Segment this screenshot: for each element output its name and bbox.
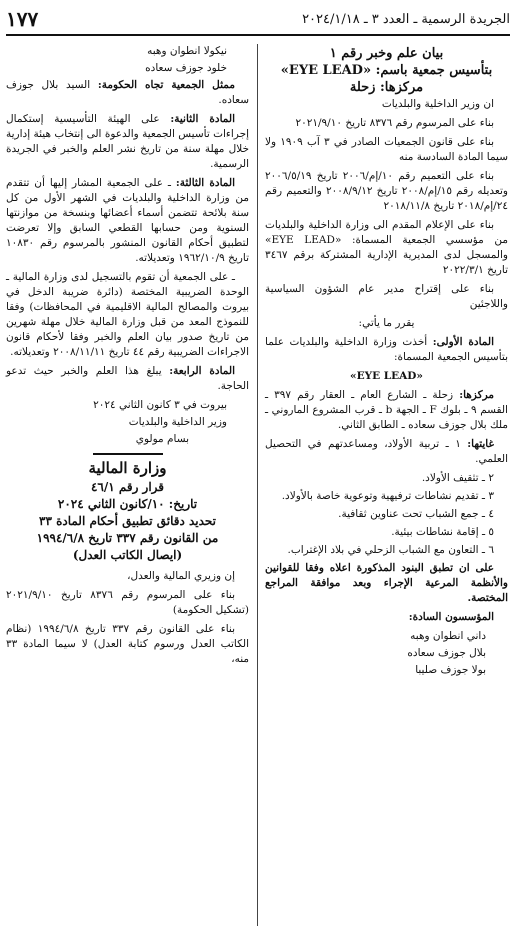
place-date: بيروت في ٣ كانون الثاني ٢٠٢٤ bbox=[93, 399, 227, 411]
founder-name: داني انطوان وهبه bbox=[410, 630, 486, 642]
minister-title: وزير الداخلية والبلديات bbox=[128, 416, 227, 428]
paragraph: ان وزير الداخلية والبلديات bbox=[381, 98, 494, 110]
article-text: على الهيئة التأسيسية إستكمال إجراءات تأسيس الجمعية والدعوة الى إنتخاب هيئة إدارية خلال مهلة سنة من تاريخ نشر العلم والخبر في الجريدة الرسمية. bbox=[6, 113, 249, 170]
article-label: المادة الثالثة: bbox=[175, 177, 235, 189]
founders-list bbox=[265, 629, 508, 678]
representative bbox=[6, 78, 249, 108]
paragraph: بناء على قانون الجمعيات الصادر في ٣ آب ١٩٠٩ ولا سيما المادة السادسة منه bbox=[265, 136, 508, 163]
article-2 bbox=[6, 112, 249, 172]
founder-name: خلود جوزف سعاده bbox=[145, 62, 227, 74]
decision-date: تاريخ: ١٠/كانون الثاني ٢٠٢٤ bbox=[57, 497, 198, 511]
left-column bbox=[6, 44, 249, 671]
goal-item: ١ ـ تربية الأولاد، ومساعدتهم في التحصيل العلمي. bbox=[265, 438, 508, 465]
decision-subject: تحديد دقائق تطبيق أحكام المادة ٣٣ bbox=[39, 514, 216, 528]
goal-item: ٢ ـ تثقيف الأولاد. bbox=[421, 472, 494, 484]
journal-issue: الجريدة الرسمية ـ العدد ٣ ـ ٢٠٢٤/١/١٨ bbox=[302, 11, 510, 27]
right-column bbox=[265, 44, 508, 680]
decision-number: قرار رقم ٤٦/١ bbox=[90, 480, 165, 494]
signature-block bbox=[6, 398, 249, 447]
article-3b: ـ على الجمعية أن تقوم بالتسجيل لدى وزارة المالية ـ الوحدة الضريبية المختصة (دائرة ضريبة الدخل في بيروت والمصالح المالية الاقليمية في المحافظات) وفقا للنموذج المعد من قبل وزارة المالية خلال مهلة شهرين من تاريخ صدور بيان العلم والخبر وفقا لأحكام قانون الاجراءات الضريبية رقم ٤٤ تاريخ ٢٠٠٨/١١/١١ وتعديلاته. bbox=[6, 271, 249, 358]
hq-text: زحلة ـ الشارع العام ـ العقار رقم ٣٩٧ ـ القسم ٩ ـ بلوك F ـ الجهة b ـ قرب المشروع الماروني ـ ملك بلال جوزف سعاده ـ الطابق الثاني. bbox=[265, 389, 508, 431]
section-separator bbox=[93, 453, 163, 455]
article-text: يبلغ هذا العلم والخبر حيث تدعو الحاجة. bbox=[6, 365, 249, 392]
founders-continued bbox=[6, 44, 249, 76]
article-label: المادة الرابعة: bbox=[169, 365, 235, 377]
paragraph: بناء على القانون رقم ٣٣٧ تاريخ ١٩٩٤/٦/٨ (نظام الكاتب العدل ورسوم كتابة العدل) لا سيما المادة ٣٣ منه، bbox=[6, 623, 249, 665]
notice-hq: مركزها: زحلة bbox=[349, 80, 424, 95]
notice-subtitle: بتأسيس جمعية باسم: «EYE LEAD» bbox=[280, 63, 493, 78]
minister-name: بسام مولوي bbox=[135, 433, 189, 445]
column-divider bbox=[257, 44, 258, 926]
decision-subject: من القانون رقم ٣٣٧ تاريخ ١٩٩٤/٦/٨ bbox=[36, 531, 219, 545]
paragraph: بناء على المرسوم رقم ٨٣٧٦ تاريخ ٢٠٢١/٩/١٠ bbox=[295, 117, 494, 129]
notice-title: بيان علم وخبر رقم ١ bbox=[329, 46, 444, 61]
goal-item: ٤ ـ جمع الشباب تحت عناوين ثقافية. bbox=[338, 508, 494, 520]
article-label: المادة الأولى: bbox=[432, 336, 494, 348]
founder-name: بولا جوزف صليبا bbox=[415, 664, 486, 676]
founder-name: نيكولا انطوان وهبه bbox=[147, 45, 227, 57]
goals bbox=[265, 437, 508, 467]
header-rule bbox=[6, 34, 510, 36]
paragraph: إن وزيري المالية والعدل، bbox=[127, 570, 235, 582]
condition-paragraph: على ان تطبق البنود المذكورة اعلاه وفقا للقوانين والأنظمة المرعية الإجراء وبعد موافقة المراجع المختصة. bbox=[265, 562, 508, 604]
goal-item: ٦ ـ التعاون مع الشباب الزحلي في بلاد الإغتراب. bbox=[287, 544, 494, 556]
association-name: «EYE LEAD» bbox=[350, 370, 423, 382]
article-3 bbox=[6, 176, 249, 266]
paragraph: بناء على الإعلام المقدم الى وزارة الداخلية والبلديات من مؤسسي الجمعية المسماة: «EYE LEAD» والمسجل لدى المديرية الإدارية المشتركة برقم ٣٤٦٧ تاريخ ٢٠٢٢/٣/١ bbox=[265, 219, 508, 276]
page-number: ١٧٧ bbox=[6, 7, 39, 31]
article-label: المادة الثانية: bbox=[170, 113, 235, 125]
goals-label: غايتها: bbox=[467, 438, 494, 450]
article-4 bbox=[6, 364, 249, 394]
paragraph: بناء على المرسوم رقم ٨٣٧٦ تاريخ ٢٠٢١/٩/١٠ (تشكيل الحكومة) bbox=[6, 589, 249, 616]
article-1 bbox=[265, 335, 508, 365]
page-header bbox=[6, 6, 510, 32]
rep-text: السيد بلال جوزف سعاده. bbox=[6, 79, 249, 106]
paragraph: بناء على إقتراح مدير عام الشؤون السياسية واللاجئين bbox=[265, 283, 508, 310]
article-text: ـ على الجمعية المشار إليها أن تتقدم من وزارة الداخلية والبلديات في الشهر الأول من كل سنة بلائحة تتضمن أسماء أعضائها وبنسخة من موازنتها السنوية ومن حسابها القطعي السابق وإلا تعرضت لتطبيق أحكام القانون المنشور بالمرسوم رقم ١٠٨٣٠ تاريخ ١٩٦٢/١٠/٩ وتعديلاته. bbox=[6, 177, 249, 264]
rep-label: ممثل الجمعية تجاه الحكومة: bbox=[97, 79, 235, 91]
goals-list bbox=[265, 471, 508, 558]
decides-line: يقرر ما يأتي: bbox=[358, 317, 415, 329]
decision-subject: (ايصال الكاتب العدل) bbox=[72, 548, 183, 562]
article-text: أخذت وزارة الداخلية والبلديات علما بتأسيس الجمعية المسماة: bbox=[265, 336, 508, 363]
paragraph: بناء على التعميم رقم ١٠/إم/٢٠٠٦ تاريخ ٢٠٠٦/٥/١٩ وتعديله رقم ١٥/إم/٢٠٠٨ تاريخ ٢٠٠٨/٩/١٢ والتعميم رقم ٢٤/إم/٢٠١٨ تاريخ ٢٠١٨/١١/٨ bbox=[265, 170, 508, 212]
founder-name: بلال جوزف سعاده bbox=[407, 647, 486, 659]
goal-item: ٥ ـ إقامة نشاطات بيئية. bbox=[391, 526, 494, 538]
ministry-heading: وزارة المالية bbox=[88, 459, 167, 477]
goal-item: ٣ ـ تقديم نشاطات ترفيهية وتوعوية خاصة بالأولاد. bbox=[281, 490, 494, 502]
headquarters bbox=[265, 388, 508, 433]
founders-label: المؤسسون السادة: bbox=[408, 611, 494, 623]
hq-label: مركزها: bbox=[459, 389, 495, 401]
